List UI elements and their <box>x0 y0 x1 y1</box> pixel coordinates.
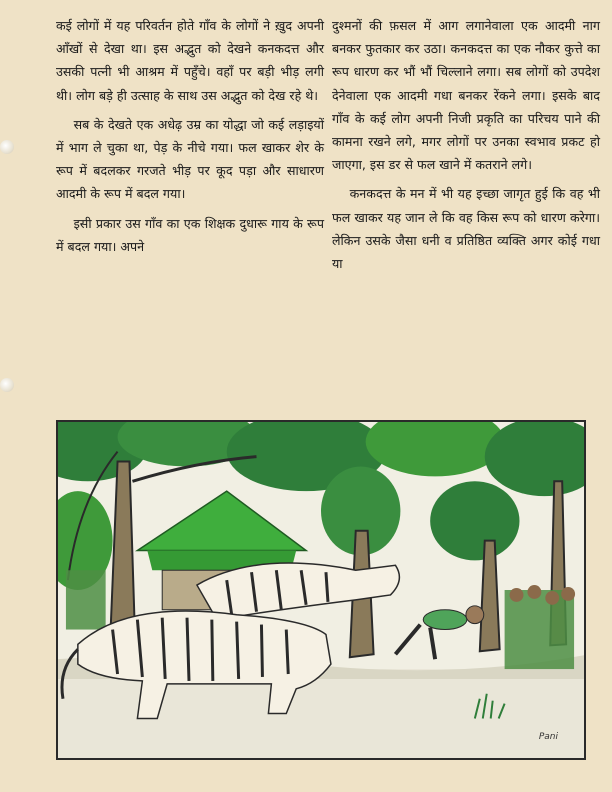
right-paragraph-2: कनकदत्त के मन में भी यह इच्छा जागृत हुई कि वह भी फल खाकर यह जान ले कि वह किस रूप को धारण करेगा। लेकिन उसके जैसा धनी व प्रतिष्ठित व्यक्ति अगर कोई गधा या <box>332 186 600 272</box>
artist-signature: Pani <box>538 732 558 742</box>
binding-hole-bottom <box>0 378 14 392</box>
binding-hole-top <box>0 140 14 154</box>
ground <box>58 669 584 758</box>
right-text-column <box>332 14 600 275</box>
story-illustration <box>56 420 586 760</box>
left-paragraph-2: सब के देखते एक अधेढ़ उम्र का योद्धा जो कई लड़ाइयों में भाग ले चुका था, पेड़ के नीचे गया। फल खाकर शेर के रूप में बदलकर गरजते भीड़ पर कूद पड़ा और साधारण आदमी के रूप में बदल गया। <box>56 116 324 202</box>
tiger-scene-drawing <box>58 422 584 758</box>
left-paragraph-3: इसी प्रकार उस गाँव का एक शिक्षक दुधारू गाय के रूप में बदल गया। अपने <box>56 215 324 254</box>
right-paragraph-1: दुश्मनों की फ़सल में आग लगानेवाला एक आदमी नाग बनकर फुतकार कर उठा। कनकदत्त का एक नौकर कुत्ते का रूप धारण कर भौं भौं चिल्लाने लगा। सब लोगों को उपदेश देनेवाला एक आदमी गधा बनकर रेंकने लगा। इसके बाद गाँव के कई लोग अपनी निजी प्रकृति का परिचय पाने की कामना रखने लगे, मगर लोगों पर उनका स्वभाव प्रकट हो जाएगा, इस डर से फल खाने में कतराने लगे। <box>332 18 600 173</box>
left-paragraph-1: कई लोगों में यह परिवर्तन होते गाँव के लोगों ने ख़ुद अपनी आँखों से देखा था। इस अद्भुत को देखने कनकदत्त और उसकी पत्नी भी आश्रम में पहुँचे। वहाँ पर बड़ी भीड़ लगी थी। लोग बड़े ही उत्साह के साथ उस अद्भुत को देख रहे थे। <box>56 18 324 103</box>
left-text-column <box>56 14 324 258</box>
